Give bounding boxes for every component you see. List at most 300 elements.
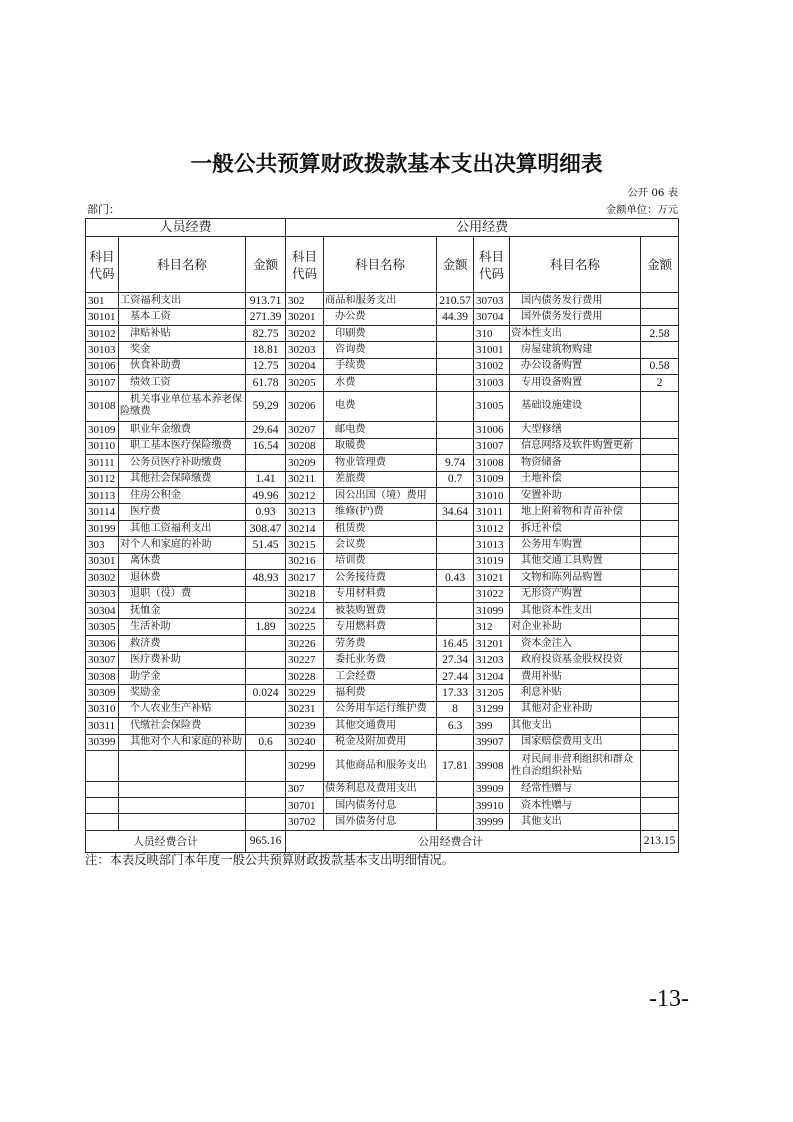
table-row [86, 685, 679, 701]
public-right-code-cell: 31007 [474, 438, 510, 454]
public-left-name-cell: 国内债务付息 [324, 798, 437, 814]
public-right-amount-cell [641, 635, 679, 651]
public-right-name-cell: 公务用车购置 [510, 537, 641, 553]
personnel-name-cell: 公务员医疗补助缴费 [119, 455, 246, 471]
personnel-name-cell: 医疗费 [119, 504, 246, 520]
public-right-amount-cell [641, 814, 679, 830]
table-row [86, 471, 679, 487]
public-right-amount-cell [641, 487, 679, 503]
personnel-amount-cell [246, 668, 286, 684]
personnel-amount-header: 金额 [246, 237, 286, 293]
public-left-name-cell: 会议费 [324, 537, 437, 553]
personnel-code-cell: 30305 [86, 619, 119, 635]
public-right-name-cell: 资本性支出 [510, 325, 641, 341]
public-left-name-cell: 专用燃料费 [324, 619, 437, 635]
personnel-amount-cell: 16.54 [246, 438, 286, 454]
table-row [86, 798, 679, 814]
public-left-name-cell: 被装购置费 [324, 603, 437, 619]
personnel-code-cell: 30399 [86, 734, 119, 750]
public-right-code-cell: 31203 [474, 652, 510, 668]
public-left-amount-cell [437, 553, 474, 569]
personnel-name-cell: 生活补助 [119, 619, 246, 635]
public-right-amount-cell [641, 293, 679, 309]
personnel-code-cell: 30101 [86, 309, 119, 325]
public-left-amount-cell [437, 325, 474, 341]
public-right-name-cell: 国家赔偿费用支出 [510, 734, 641, 750]
table-row [86, 358, 679, 374]
public-left-amount-cell: 0.7 [437, 471, 474, 487]
personnel-amount-cell: 308.47 [246, 520, 286, 536]
public-left-amount-cell: 44.39 [437, 309, 474, 325]
table-row [86, 570, 679, 586]
public-left-amount-cell: 0.43 [437, 570, 474, 586]
personnel-name-cell: 抚恤金 [119, 603, 246, 619]
table-row [86, 504, 679, 520]
personnel-code-header [86, 237, 119, 293]
public-left-name-cell: 培训费 [324, 553, 437, 569]
public-left-amount-cell [437, 358, 474, 374]
public-right-name-cell: 利息补贴 [510, 685, 641, 701]
table-row [86, 520, 679, 536]
public-left-name-cell: 印刷费 [324, 325, 437, 341]
public-right-amount-cell [641, 798, 679, 814]
personnel-total-amount: 965.16 [246, 830, 286, 852]
public-left-amount-cell: 17.81 [437, 750, 474, 781]
public-left-name-cell: 委托业务费 [324, 652, 437, 668]
personnel-code-cell: 30304 [86, 603, 119, 619]
personnel-code-cell: 30112 [86, 471, 119, 487]
public-left-name-cell: 物业管理费 [324, 455, 437, 471]
personnel-amount-cell: 18.81 [246, 342, 286, 358]
public-right-name-header: 科目名称 [510, 237, 641, 293]
table-row [86, 391, 679, 422]
public-right-amount-cell: 0.58 [641, 358, 679, 374]
personnel-code-cell: 30113 [86, 487, 119, 503]
personnel-code-cell: 30309 [86, 685, 119, 701]
public-right-amount-cell [641, 455, 679, 471]
public-left-name-cell: 公务用车运行维护费 [324, 701, 437, 717]
public-left-code-cell: 30204 [286, 358, 324, 374]
personnel-name-cell [119, 781, 246, 797]
public-right-amount-cell [641, 652, 679, 668]
public-right-code-header [474, 237, 510, 293]
personnel-code-cell: 30307 [86, 652, 119, 668]
public-left-name-cell: 工会经费 [324, 668, 437, 684]
personnel-amount-cell: 0.024 [246, 685, 286, 701]
personnel-name-cell: 住房公积金 [119, 487, 246, 503]
public-right-name-cell: 资本金注入 [510, 635, 641, 651]
public-total-label: 公用经费合计 [286, 830, 641, 852]
public-left-code-header [286, 237, 324, 293]
personnel-amount-cell: 1.89 [246, 619, 286, 635]
personnel-code-cell: 301 [86, 293, 119, 309]
public-right-code-cell: 31299 [474, 701, 510, 717]
page-title: 一般公共预算财政拨款基本支出决算明细表 [190, 152, 603, 177]
public-left-name-cell: 债务利息及费用支出 [324, 781, 437, 797]
public-left-name-cell: 国外债务付息 [324, 814, 437, 830]
personnel-amount-cell: 82.75 [246, 325, 286, 341]
public-right-amount-cell [641, 750, 679, 781]
public-left-code-cell: 307 [286, 781, 324, 797]
public-right-code-cell: 31019 [474, 553, 510, 569]
code-header-line1: 科目 [292, 248, 318, 264]
public-right-name-cell: 对民间非营利组织和群众性自治组织补贴 [510, 750, 641, 781]
public-left-amount-cell [437, 537, 474, 553]
public-left-code-cell: 30299 [286, 750, 324, 781]
public-right-name-cell: 地上附着物和青苗补偿 [510, 504, 641, 520]
public-right-name-cell: 大型修缮 [510, 422, 641, 438]
public-right-amount-cell [641, 718, 679, 734]
public-left-amount-cell [437, 619, 474, 635]
public-left-code-cell: 30226 [286, 635, 324, 651]
personnel-amount-cell: 271.39 [246, 309, 286, 325]
personnel-name-cell: 助学金 [119, 668, 246, 684]
personnel-amount-cell [246, 455, 286, 471]
personnel-name-cell: 奖金 [119, 342, 246, 358]
public-right-name-cell: 其他资本性支出 [510, 603, 641, 619]
public-right-name-cell: 基础设施建设 [510, 391, 641, 422]
public-left-name-cell: 福利费 [324, 685, 437, 701]
public-left-amount-cell [437, 814, 474, 830]
personnel-code-cell: 30111 [86, 455, 119, 471]
table-row [86, 814, 679, 830]
personnel-total-label: 人员经费合计 [86, 830, 246, 852]
personnel-code-cell: 30109 [86, 422, 119, 438]
personnel-code-cell: 30310 [86, 701, 119, 717]
personnel-code-cell: 30102 [86, 325, 119, 341]
personnel-amount-cell: 48.93 [246, 570, 286, 586]
public-left-code-cell: 30206 [286, 391, 324, 422]
public-right-amount-cell [641, 603, 679, 619]
public-right-amount-cell [641, 438, 679, 454]
public-total-amount: 213.15 [641, 830, 679, 852]
personnel-amount-cell: 1.41 [246, 471, 286, 487]
public-left-code-cell: 30240 [286, 734, 324, 750]
personnel-code-cell: 30308 [86, 668, 119, 684]
group-header-row [86, 219, 679, 237]
personnel-name-cell: 救济费 [119, 635, 246, 651]
personnel-code-cell: 30114 [86, 504, 119, 520]
personnel-code-cell: 30106 [86, 358, 119, 374]
public-left-code-cell: 30205 [286, 375, 324, 391]
public-left-amount-cell: 27.44 [437, 668, 474, 684]
personnel-amount-cell [246, 718, 286, 734]
table-row [86, 342, 679, 358]
public-left-name-cell: 水费 [324, 375, 437, 391]
public-left-amount-cell: 9.74 [437, 455, 474, 471]
personnel-name-cell [119, 814, 246, 830]
public-right-name-cell: 房屋建筑物购建 [510, 342, 641, 358]
column-header-row [86, 237, 679, 293]
table-row [86, 293, 679, 309]
personnel-name-cell: 津贴补贴 [119, 325, 246, 341]
public-right-name-cell: 土地补偿 [510, 471, 641, 487]
personnel-code-cell: 303 [86, 537, 119, 553]
public-right-amount-cell [641, 701, 679, 717]
public-right-code-cell: 31021 [474, 570, 510, 586]
personnel-name-cell: 医疗费补助 [119, 652, 246, 668]
personnel-amount-cell [246, 798, 286, 814]
public-right-amount-cell [641, 391, 679, 422]
public-right-amount-cell [641, 586, 679, 602]
public-right-code-cell: 39907 [474, 734, 510, 750]
public-right-code-cell: 399 [474, 718, 510, 734]
public-right-code-cell: 312 [474, 619, 510, 635]
public-left-name-cell: 电费 [324, 391, 437, 422]
public-right-code-cell: 31008 [474, 455, 510, 471]
public-right-amount-cell [641, 422, 679, 438]
personnel-amount-cell [246, 603, 286, 619]
table-row [86, 586, 679, 602]
code-header-line2: 代码 [479, 265, 505, 281]
public-right-name-cell: 安置补助 [510, 487, 641, 503]
personnel-name-header: 科目名称 [119, 237, 246, 293]
public-right-amount-cell [641, 520, 679, 536]
personnel-amount-cell [246, 814, 286, 830]
public-left-code-cell: 30217 [286, 570, 324, 586]
personnel-name-cell: 离休费 [119, 553, 246, 569]
public-left-name-cell: 因公出国（境）费用 [324, 487, 437, 503]
public-left-name-cell: 税金及附加费用 [324, 734, 437, 750]
personnel-amount-cell: 0.93 [246, 504, 286, 520]
personnel-code-cell [86, 798, 119, 814]
table-row [86, 668, 679, 684]
public-left-code-cell: 30202 [286, 325, 324, 341]
public-right-code-cell: 310 [474, 325, 510, 341]
table-row [86, 701, 679, 717]
public-left-name-cell: 维修(护)费 [324, 504, 437, 520]
table-row [86, 537, 679, 553]
public-right-amount-cell [641, 668, 679, 684]
public-left-amount-cell: 8 [437, 701, 474, 717]
public-left-code-cell: 30701 [286, 798, 324, 814]
public-left-code-cell: 30208 [286, 438, 324, 454]
personnel-code-cell: 30306 [86, 635, 119, 651]
public-left-code-cell: 30702 [286, 814, 324, 830]
table-row [86, 652, 679, 668]
public-right-name-cell: 费用补贴 [510, 668, 641, 684]
personnel-name-cell: 其他工资福利支出 [119, 520, 246, 536]
public-right-code-cell: 39909 [474, 781, 510, 797]
public-left-amount-cell [437, 586, 474, 602]
public-right-name-cell: 办公设备购置 [510, 358, 641, 374]
table-row [86, 553, 679, 569]
personnel-code-cell [86, 750, 119, 781]
public-left-name-cell: 手续费 [324, 358, 437, 374]
personnel-name-cell [119, 798, 246, 814]
public-left-amount-cell [437, 422, 474, 438]
personnel-amount-cell [246, 553, 286, 569]
public-left-name-cell: 公务接待费 [324, 570, 437, 586]
public-left-code-cell: 30227 [286, 652, 324, 668]
public-left-code-cell: 30211 [286, 471, 324, 487]
personnel-code-cell [86, 814, 119, 830]
public-left-code-cell: 30207 [286, 422, 324, 438]
public-right-code-cell: 39908 [474, 750, 510, 781]
public-right-code-cell: 31205 [474, 685, 510, 701]
public-right-amount-cell: 2 [641, 375, 679, 391]
public-right-amount-cell [641, 342, 679, 358]
public-right-code-cell: 30704 [474, 309, 510, 325]
public-left-code-cell: 30201 [286, 309, 324, 325]
public-right-code-cell: 31201 [474, 635, 510, 651]
public-right-code-cell: 39910 [474, 798, 510, 814]
public-left-name-cell: 劳务费 [324, 635, 437, 651]
public-group-header: 公用经费 [286, 219, 679, 237]
public-right-amount-cell: 2.58 [641, 325, 679, 341]
personnel-amount-cell [246, 781, 286, 797]
public-right-name-cell: 国外债务发行费用 [510, 309, 641, 325]
public-left-amount-cell [437, 375, 474, 391]
table-row [86, 718, 679, 734]
table-row [86, 619, 679, 635]
personnel-name-cell: 其他对个人和家庭的补助 [119, 734, 246, 750]
personnel-name-cell: 伙食补助费 [119, 358, 246, 374]
public-left-name-cell: 差旅费 [324, 471, 437, 487]
public-left-name-cell: 取暖费 [324, 438, 437, 454]
public-left-code-cell: 30228 [286, 668, 324, 684]
public-left-name-cell: 咨询费 [324, 342, 437, 358]
personnel-code-cell: 30103 [86, 342, 119, 358]
public-left-code-cell: 30225 [286, 619, 324, 635]
table-row [86, 750, 679, 781]
personnel-code-cell: 30303 [86, 586, 119, 602]
public-right-amount-cell [641, 471, 679, 487]
public-right-code-cell: 31005 [474, 391, 510, 422]
personnel-amount-cell: 913.71 [246, 293, 286, 309]
personnel-name-cell: 奖励金 [119, 685, 246, 701]
table-row [86, 635, 679, 651]
public-left-amount-cell: 6.3 [437, 718, 474, 734]
personnel-code-cell: 30301 [86, 553, 119, 569]
personnel-amount-cell: 49.96 [246, 487, 286, 503]
personnel-amount-cell [246, 652, 286, 668]
personnel-amount-cell [246, 635, 286, 651]
page-number: -13- [649, 986, 689, 1012]
table-row [86, 781, 679, 797]
table-row [86, 309, 679, 325]
public-right-code-cell: 31003 [474, 375, 510, 391]
public-left-code-cell: 30216 [286, 553, 324, 569]
table-row [86, 734, 679, 750]
public-left-code-cell: 30212 [286, 487, 324, 503]
personnel-amount-cell: 12.75 [246, 358, 286, 374]
public-left-amount-cell [437, 391, 474, 422]
public-left-code-cell: 30214 [286, 520, 324, 536]
public-left-name-cell: 租赁费 [324, 520, 437, 536]
public-right-code-cell: 31002 [474, 358, 510, 374]
public-right-name-cell: 专用设备购置 [510, 375, 641, 391]
public-right-code-cell: 31010 [474, 487, 510, 503]
public-left-name-cell: 其他商品和服务支出 [324, 750, 437, 781]
public-left-code-cell: 30224 [286, 603, 324, 619]
personnel-name-cell: 机关事业单位基本养老保险缴费 [119, 391, 246, 422]
totals-row [86, 830, 679, 852]
public-left-amount-cell [437, 520, 474, 536]
public-right-name-cell: 其他交通工具购置 [510, 553, 641, 569]
public-left-amount-cell: 17.33 [437, 685, 474, 701]
public-right-name-cell: 拆迁补偿 [510, 520, 641, 536]
unit-label: 金额单位：万元 [605, 204, 678, 216]
public-right-code-cell: 31204 [474, 668, 510, 684]
public-left-amount-cell [437, 781, 474, 797]
public-right-name-cell: 其他支出 [510, 718, 641, 734]
budget-table [85, 218, 679, 853]
public-right-name-cell: 其他支出 [510, 814, 641, 830]
public-left-code-cell: 30239 [286, 718, 324, 734]
public-right-code-cell: 31001 [474, 342, 510, 358]
public-right-name-cell: 国内债务发行费用 [510, 293, 641, 309]
public-left-code-cell: 30231 [286, 701, 324, 717]
public-left-code-cell: 30213 [286, 504, 324, 520]
personnel-amount-cell: 51.45 [246, 537, 286, 553]
public-left-amount-cell [437, 603, 474, 619]
public-left-amount-cell [437, 734, 474, 750]
public-right-name-cell: 其他对企业补助 [510, 701, 641, 717]
public-left-code-cell: 302 [286, 293, 324, 309]
public-right-amount-cell [641, 504, 679, 520]
personnel-amount-cell [246, 701, 286, 717]
public-left-code-cell: 30229 [286, 685, 324, 701]
public-right-amount-cell [641, 685, 679, 701]
public-left-amount-header: 金额 [437, 237, 474, 293]
public-right-amount-cell [641, 553, 679, 569]
personnel-amount-cell [246, 750, 286, 781]
public-right-amount-cell [641, 781, 679, 797]
public-left-code-cell: 30218 [286, 586, 324, 602]
personnel-code-cell: 30108 [86, 391, 119, 422]
form-code: 公开 06 表 [627, 187, 678, 199]
public-left-amount-cell [437, 487, 474, 503]
personnel-amount-cell: 29.64 [246, 422, 286, 438]
table-row [86, 487, 679, 503]
public-left-name-cell: 邮电费 [324, 422, 437, 438]
table-row [86, 422, 679, 438]
public-right-amount-cell [641, 309, 679, 325]
department-label: 部门： [87, 203, 120, 216]
personnel-name-cell: 职工基本医疗保险缴费 [119, 438, 246, 454]
footnote: 注：本表反映部门本年度一般公共预算财政拨款基本支出明细情况。 [85, 852, 454, 867]
public-right-amount-cell [641, 619, 679, 635]
public-right-code-cell: 39999 [474, 814, 510, 830]
public-right-name-cell: 信息网络及软件购置更新 [510, 438, 641, 454]
public-right-amount-cell [641, 570, 679, 586]
code-header-line1: 科目 [479, 248, 505, 264]
table-row [86, 455, 679, 471]
personnel-amount-cell: 61.78 [246, 375, 286, 391]
public-left-name-cell: 商品和服务支出 [324, 293, 437, 309]
personnel-name-cell: 退职（役）费 [119, 586, 246, 602]
public-left-name-cell: 办公费 [324, 309, 437, 325]
public-right-name-cell: 政府投资基金股权投资 [510, 652, 641, 668]
public-left-name-cell: 其他交通费用 [324, 718, 437, 734]
public-right-amount-cell [641, 537, 679, 553]
public-left-code-cell: 30203 [286, 342, 324, 358]
personnel-amount-cell: 59.29 [246, 391, 286, 422]
public-right-amount-cell [641, 734, 679, 750]
personnel-name-cell: 个人农业生产补贴 [119, 701, 246, 717]
public-left-amount-cell [437, 798, 474, 814]
public-right-name-cell: 资本性赠与 [510, 798, 641, 814]
table-row [86, 438, 679, 454]
personnel-name-cell: 绩效工资 [119, 375, 246, 391]
public-right-code-cell: 30703 [474, 293, 510, 309]
personnel-code-cell [86, 781, 119, 797]
public-left-name-header: 科目名称 [324, 237, 437, 293]
code-header-line2: 代码 [292, 265, 318, 281]
personnel-code-cell: 30110 [86, 438, 119, 454]
public-right-name-cell: 对企业补助 [510, 619, 641, 635]
